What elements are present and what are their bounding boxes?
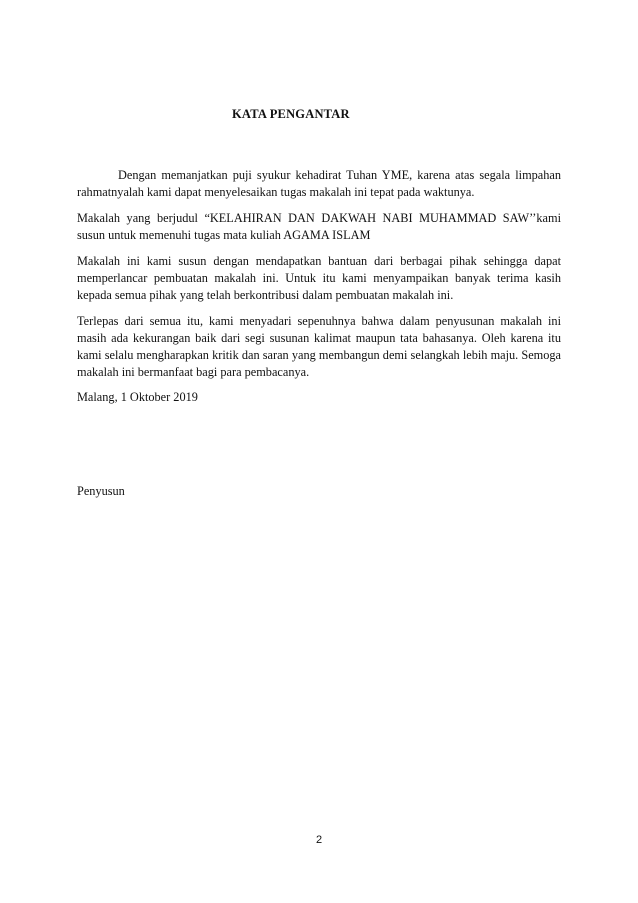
paragraph-title-reference: Makalah yang berjudul “KELAHIRAN DAN DAKWAH NABI MUHAMMAD SAW’’kami susun untuk memenuhi tugas mata kuliah AGAMA ISLAM (77, 211, 561, 242)
page-title: KATA PENGANTAR (232, 107, 350, 121)
paragraph-thanks: Makalah ini kami susun dengan mendapatkan bantuan dari berbagai pihak sehingga dapat memperlancar pembuatan makalah ini. Untuk itu kami menyampaikan banyak terima kasih kepada semua pihak yang telah berkontribusi dalam pembuatan makalah ini. (77, 254, 561, 302)
date-line: Malang, 1 Oktober 2019 (77, 390, 198, 404)
paragraph-closing: Terlepas dari semua itu, kami menyadari sepenuhnya bahwa dalam penyusunan makalah ini masih ada kekurangan baik dari segi susunan kalimat maupun tata bahasanya. Oleh karena itu kami selalu mengharapkan kritik dan saran yang membangun demi selangkah lebih maju. Semoga makalah ini bermanfaat bagi para pembacanya. (77, 314, 561, 379)
page-number: 2 (315, 834, 323, 846)
signature-label: Penyusun (77, 484, 125, 498)
paragraph-opening: Dengan memanjatkan puji syukur kehadirat Tuhan YME, karena atas segala limpahan rahmatnyalah kami dapat menyelesaikan tugas makalah ini tepat pada waktunya. (77, 168, 561, 199)
